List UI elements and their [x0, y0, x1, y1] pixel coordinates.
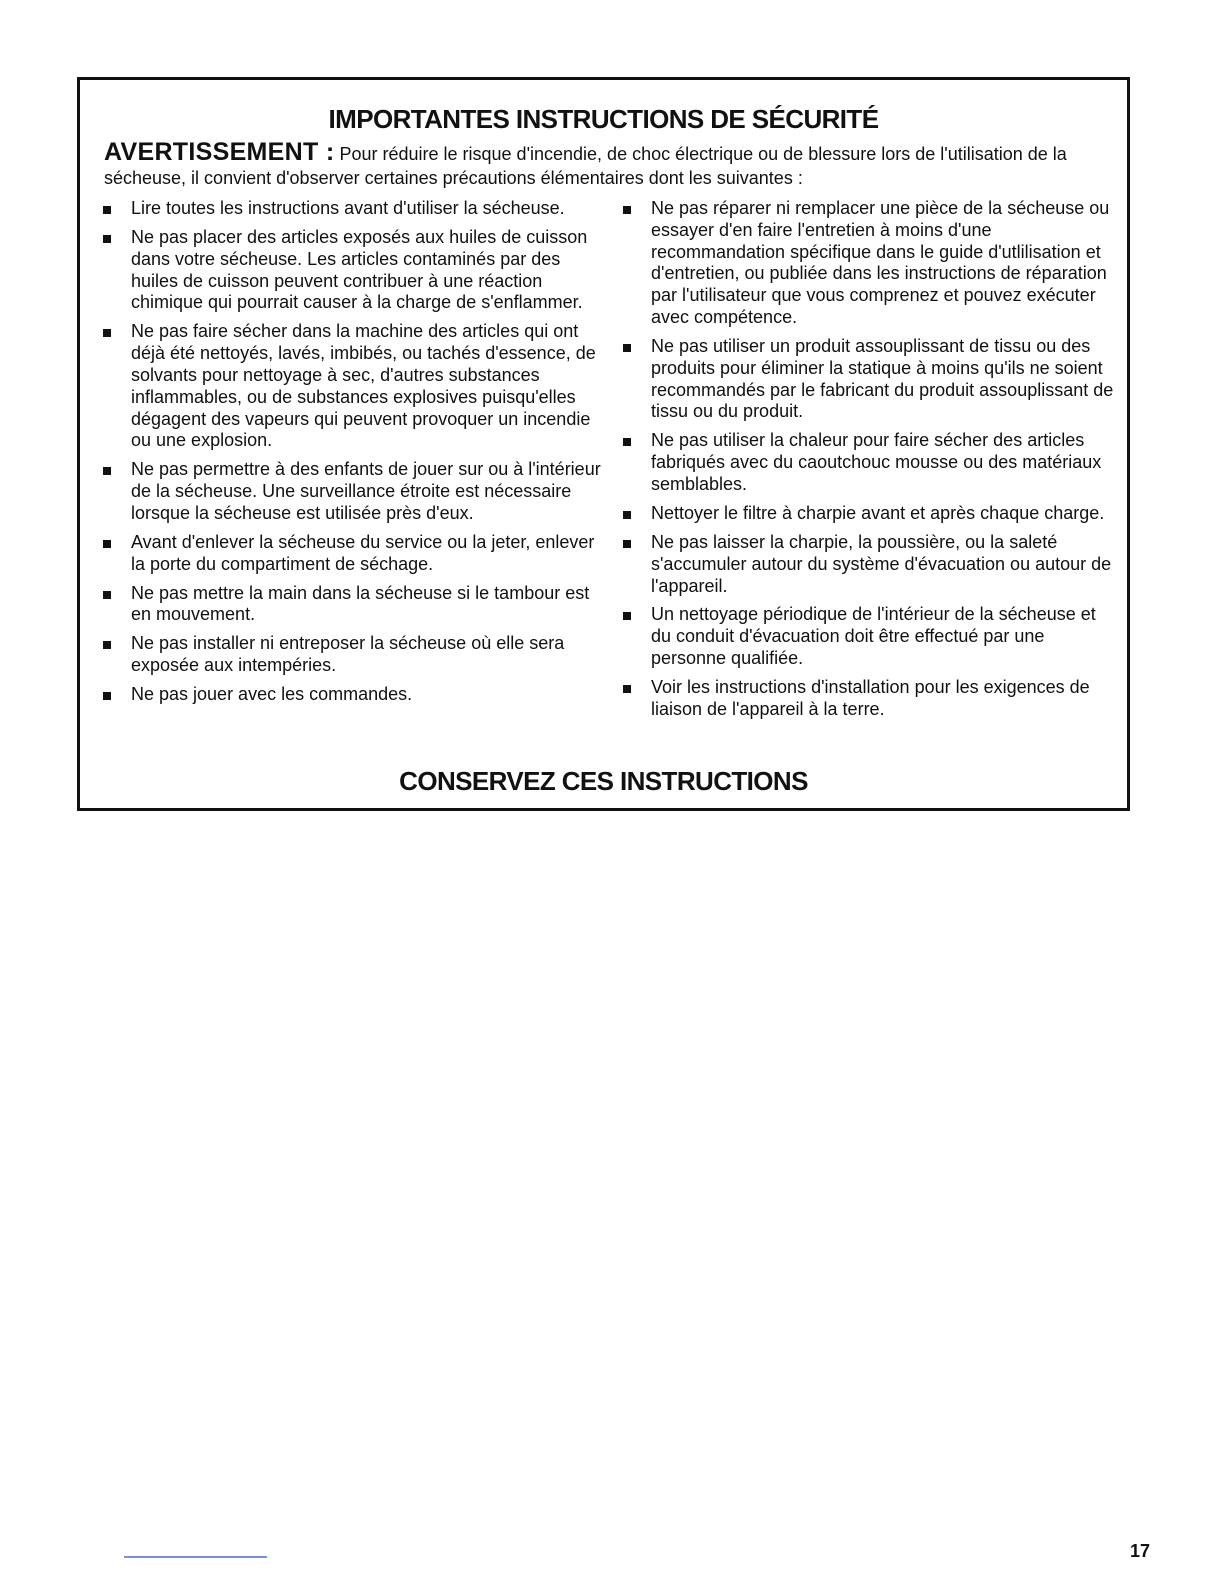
list-item [100, 227, 605, 314]
list-item [100, 459, 605, 524]
safety-list-left [100, 198, 605, 713]
square-bullet-icon [623, 685, 631, 693]
square-bullet-icon [623, 612, 631, 620]
list-item [100, 633, 605, 677]
square-bullet-icon [103, 206, 111, 214]
list-item-text: Ne pas utiliser un produit assouplissant de tissu ou des produits pour éliminer la statique à moins qu'ils ne soient recommandés par le fabricant du produit assouplissant de tissu ou du produit. [651, 335, 1114, 422]
list-item [100, 583, 605, 627]
save-instructions-footer: CONSERVEZ CES INSTRUCTIONS [399, 766, 808, 796]
square-bullet-icon [623, 438, 631, 446]
square-bullet-icon [103, 591, 111, 599]
square-bullet-icon [103, 329, 111, 337]
safety-instructions-box [77, 77, 1130, 811]
safety-title: IMPORTANTES INSTRUCTIONS DE SÉCURITÉ [328, 104, 879, 134]
list-item [100, 684, 605, 706]
safety-list-right [620, 198, 1120, 728]
list-item-text: Ne pas permettre à des enfants de jouer sur ou à l'intérieur de la sécheuse. Une surveillance étroite est nécessaire lorsque la sécheuse est utilisée près d'eux. [131, 459, 601, 523]
list-item-text: Ne pas mettre la main dans la sécheuse si le tambour est en mouvement. [131, 582, 590, 625]
list-item-text: Nettoyer le filtre à charpie avant et après chaque charge. [651, 502, 1105, 523]
list-item-text: Un nettoyage périodique de l'intérieur de la sécheuse et du conduit d'évacuation doit être effectué par une personne qualifiée. [651, 604, 1096, 669]
list-item-text: Voir les instructions d'installation pour les exigences de liaison de l'appareil à la terre. [651, 677, 1090, 719]
list-item-text: Ne pas laisser la charpie, la poussière, ou la saleté s'accumuler autour du système d'évacuation ou autour de l'appareil. [651, 531, 1112, 596]
square-bullet-icon [623, 511, 631, 519]
warning-label: AVERTISSEMENT : [104, 138, 335, 166]
list-item [100, 321, 605, 452]
list-item-text: Ne pas faire sécher dans la machine des articles qui ont déjà été nettoyés, lavés, imbibés, ou tachés d'essence, de solvants pour nettoyage à sec, d'autres substances inflammables, ou de substances explosives puisqu'elles dégagent des vapeurs qui peuvent provoquer un incendie ou une explosion. [131, 321, 596, 451]
scan-artifact-line [124, 1556, 267, 1558]
list-item-text: Lire toutes les instructions avant d'utiliser la sécheuse. [131, 198, 565, 218]
square-bullet-icon [623, 206, 631, 214]
list-item [620, 336, 1120, 423]
square-bullet-icon [103, 641, 111, 649]
list-item-text: Ne pas réparer ni remplacer une pièce de la sécheuse ou essayer d'en faire l'entretien à moins d'une recommandation spécifique dans le guide d'utlilisation et d'entretien, ou publiée dans les instructions de réparation par l'utilisateur que vous comprenez et pouvez exécuter avec compétence. [651, 198, 1110, 327]
square-bullet-icon [103, 467, 111, 475]
square-bullet-icon [103, 540, 111, 548]
list-item-text: Ne pas installer ni entreposer la sécheuse où elle sera exposée aux intempéries. [131, 633, 565, 676]
square-bullet-icon [623, 344, 631, 352]
list-item [620, 677, 1120, 721]
page-number: 17 [1129, 1541, 1150, 1561]
list-item [620, 430, 1120, 495]
list-item [620, 503, 1120, 525]
warning-text: Pour réduire le risque d'incendie, de choc électrique ou de blessure lors de l'utilisation de la sécheuse, il convient d'observer certaines précautions élémentaires dont les suivantes : [104, 144, 1067, 188]
list-item-text: Ne pas jouer avec les commandes. [131, 684, 413, 705]
square-bullet-icon [103, 692, 111, 700]
square-bullet-icon [623, 540, 631, 548]
warning-paragraph [104, 140, 1109, 190]
list-item [620, 198, 1120, 329]
list-item-text: Ne pas utiliser la chaleur pour faire sécher des articles fabriqués avec du caoutchouc mousse ou des matériaux semblables. [651, 430, 1102, 494]
list-item [100, 198, 605, 220]
square-bullet-icon [103, 235, 111, 243]
list-item [620, 532, 1120, 597]
list-item-text: Avant d'enlever la sécheuse du service ou la jeter, enlever la porte du compartiment de séchage. [131, 531, 595, 574]
list-item-text: Ne pas placer des articles exposés aux huiles de cuisson dans votre sécheuse. Les articles contaminés par des huiles de cuisson peuvent contribuer à une réaction chimique qui pourrait causer à la charge de s'enflammer. [131, 226, 588, 313]
list-item [620, 604, 1120, 669]
list-item [100, 532, 605, 576]
